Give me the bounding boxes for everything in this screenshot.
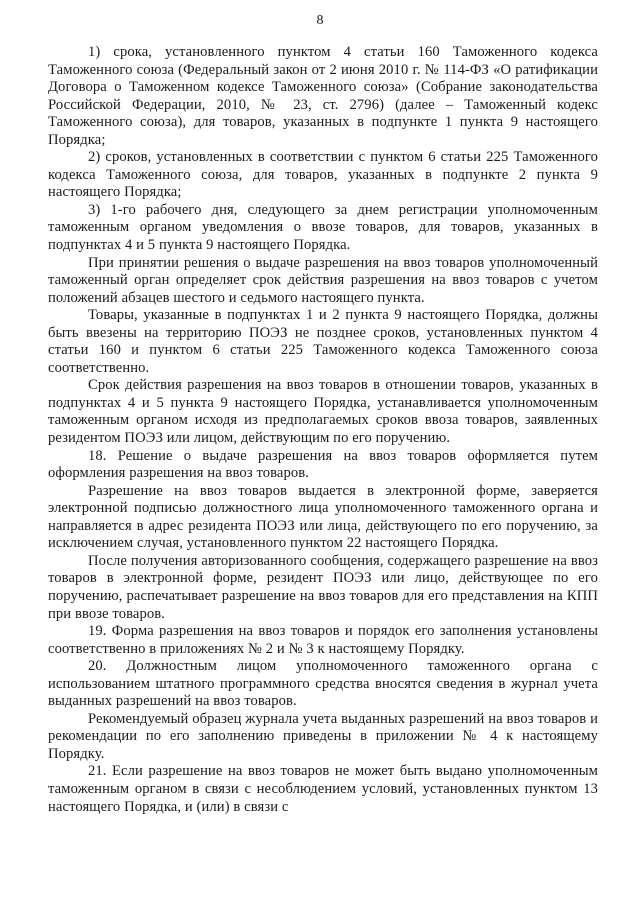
document-body	[0, 44, 640, 816]
paragraph-item-20: 20. Должностным лицом уполномоченного таможенного органа с использованием штатного программного средства вносятся сведения в журнал учета выданных разрешений на ввоз товаров.	[48, 658, 598, 710]
paragraph-decision-term: При принятии решения о выдаче разрешения на ввоз товаров уполномоченный таможенный орган определяет срок действия разрешения на ввоз товаров с учетом положений абзацев шестого и седьмого настоящего пункта.	[48, 254, 598, 306]
paragraph-subpoint-3: 3) 1-го рабочего дня, следующего за днем регистрации уполномоченным таможенным органом уведомления о ввозе товаров, для товаров, указанных в подпунктах 4 и 5 пункта 9 настоящего Порядка.	[48, 201, 598, 254]
paragraph-item-21: 21. Если разрешение на ввоз товаров не может быть выдано уполномоченным таможенным органом в связи с несоблюдением условий, установленных пунктом 13 настоящего Порядка, и (или) в связи с	[48, 763, 598, 815]
paragraph-item-19: 19. Форма разрешения на ввоз товаров и порядок его заполнения установлены соответственно в приложениях № 2 и № 3 к настоящему Порядку.	[48, 623, 598, 657]
paragraph-subpoint-1: 1) срока, установленного пунктом 4 статьи 160 Таможенного кодекса Таможенного союза (Федеральный закон от 2 июня 2010 г. № 114-ФЗ «О ратификации Договора о Таможенном кодексе Таможенного союза» (Собрание законодательства Российской Федерации, 2010, № 23, ст. 2796) (далее – Таможенный кодекс Таможенного союза), для товаров, указанных в подпункте 1 пункта 9 настоящего Порядка;	[48, 44, 598, 148]
paragraph-authorized-message: После получения авторизованного сообщения, содержащего разрешение на ввоз товаров в электронной форме, резидент ПОЭЗ или лицо, действующее по его поручению, распечатывает разрешение на ввоз товаров для его представления на КПП при ввозе товаров.	[48, 552, 598, 622]
paragraph-item-18: 18. Решение о выдаче разрешения на ввоз товаров оформляется путем оформления разрешения на ввоз товаров.	[48, 447, 598, 482]
paragraph-journal-sample: Рекомендуемый образец журнала учета выданных разрешений на ввоз товаров и рекомендации по его заполнению приведены в приложении № 4 к настоящему Порядку.	[48, 710, 598, 762]
paragraph-electronic-form: Разрешение на ввоз товаров выдается в электронной форме, заверяется электронной подписью должностного лица уполномоченного таможенного органа и направляется в адрес резидента ПОЭЗ или лица, действующего по его поручению, за исключением случая, установленного пунктом 22 настоящего Порядка.	[48, 482, 598, 552]
page-number: 8	[316, 13, 324, 28]
paragraph-goods-deadline: Товары, указанные в подпунктах 1 и 2 пункта 9 настоящего Порядка, должны быть ввезены на территорию ПОЭЗ не позднее сроков, установленных пунктом 4 статьи 160 и пунктом 6 статьи 225 Таможенного кодекса Таможенного союза соответственно.	[48, 307, 598, 376]
paragraph-validity-term: Срок действия разрешения на ввоз товаров в отношении товаров, указанных в подпунктах 4 и 5 пункта 9 настоящего Порядка, устанавливается уполномоченным таможенным органом исходя из предполагаемых сроков ввоза товаров, заявленных резидентом ПОЭЗ или лицом, действующим по его поручению.	[48, 377, 598, 447]
paragraph-subpoint-2: 2) сроков, установленных в соответствии с пунктом 6 статьи 225 Таможенного кодекса Таможенного союза, для товаров, указанных в подпункте 2 пункта 9 настоящего Порядка;	[48, 149, 598, 201]
